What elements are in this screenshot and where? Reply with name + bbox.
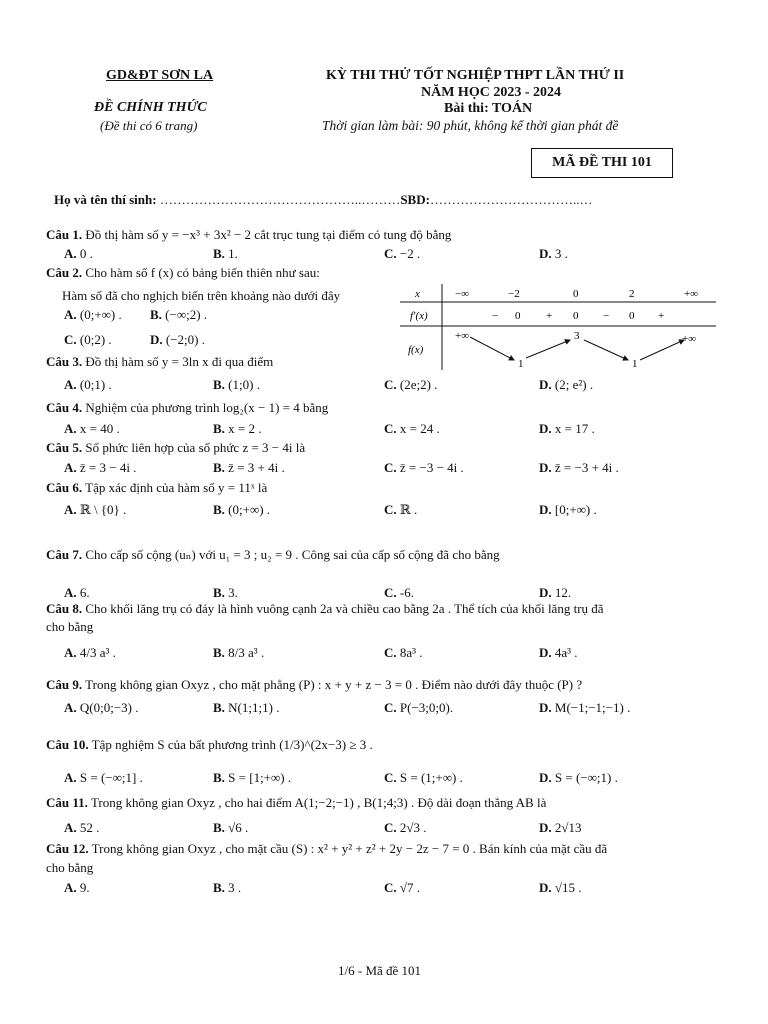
candidate-line <box>54 192 592 208</box>
option: C. ℝ . <box>384 502 418 517</box>
exam-code: MÃ ĐỀ THI 101 <box>552 155 652 170</box>
option: C. (2e;2) . <box>384 377 438 392</box>
fprime-sign: 0 <box>573 310 579 322</box>
question-6: Câu 6. Tập xác định của hàm số y = 11ˣ là <box>46 480 268 495</box>
option: C. (0;2) . <box>64 332 112 347</box>
option: B. S = [1;+∞) . <box>213 770 292 785</box>
x-label: x <box>415 288 420 300</box>
option: D. (−2;0) . <box>150 332 205 347</box>
question-text: Đồ thị hàm số y = −x³ + 3x² − 2 cắt trục tung tại điểm có tung độ bằng <box>85 227 452 242</box>
option: B. (0;+∞) . <box>213 502 271 517</box>
option: D. 2√13 <box>539 820 582 835</box>
f-value: 3 <box>574 330 580 342</box>
option: C. 8a³ . <box>384 645 423 660</box>
question-1 <box>46 227 451 243</box>
option: A. 6. <box>64 585 90 600</box>
name-dots: ………………………………………..……… <box>156 192 401 207</box>
f-value: 1 <box>632 358 638 370</box>
option: B. 3 . <box>213 880 242 895</box>
variation-table <box>400 282 720 372</box>
question-2: Câu 2. Cho hàm số f (x) có bảng biến thiên như sau: <box>46 265 320 280</box>
x-value: +∞ <box>684 288 699 300</box>
fprime-sign: + <box>658 310 665 322</box>
sbd-label: SBD: <box>400 192 430 207</box>
option: B. x = 2 . <box>213 421 262 436</box>
option: A. 0 . <box>64 246 93 261</box>
option: D. 12. <box>539 585 572 600</box>
option: A. (0;1) . <box>64 377 112 392</box>
school-year: NĂM HỌC 2023 - 2024 <box>421 85 561 100</box>
option: C. √7 . <box>384 880 421 895</box>
option: B. N(1;1;1) . <box>213 700 280 715</box>
option: C. 2√3 . <box>384 820 427 835</box>
question-12-line2: cho bằng <box>46 860 94 875</box>
arrow-up <box>526 340 570 358</box>
option: C. −2 . <box>384 246 421 261</box>
option: D. x = 17 . <box>539 421 595 436</box>
option: B. 8/3 a³ . <box>213 645 265 660</box>
x-value: −∞ <box>455 288 470 300</box>
option: B. 1. <box>213 246 238 261</box>
option: A. 9. <box>64 880 90 895</box>
question-4: Câu 4. Nghiệm của phương trình log₂(x − 1) = 4 bằng <box>46 400 329 415</box>
fprime-sign: 0 <box>629 310 635 322</box>
option: D. 3 . <box>539 246 568 261</box>
f-value: +∞ <box>682 333 697 345</box>
option: D. z̄ = −3 + 4i . <box>539 460 619 475</box>
option: D. S = (−∞;1) . <box>539 770 618 785</box>
f-value: +∞ <box>455 330 470 342</box>
option: D. M(−1;−1;−1) . <box>539 700 631 715</box>
department-name: GD&ĐT SƠN LA <box>106 68 214 83</box>
pages-note: (Đề thi có 6 trang) <box>100 118 198 133</box>
option: C. x = 24 . <box>384 421 440 436</box>
option: B. (1;0) . <box>213 377 260 392</box>
sbd-dots: ……………………………..… <box>429 192 593 207</box>
question-11: Câu 11. Trong không gian Oxyz , cho hai điểm A(1;−2;−1) , B(1;4;3) . Độ dài đoạn thẳng AB là <box>46 795 547 810</box>
question-5: Câu 5. Số phức liên hợp của số phức z = 3 − 4i là <box>46 440 306 455</box>
option: A. 4/3 a³ . <box>64 645 116 660</box>
question-8-line2: cho bằng <box>46 619 94 634</box>
fprime-sign: + <box>546 310 553 322</box>
option: D. [0;+∞) . <box>539 502 597 517</box>
option: B. z̄ = 3 + 4i . <box>213 460 285 475</box>
question-2-line2: Hàm số đã cho nghịch biến trên khoảng nào dưới đây <box>62 288 341 303</box>
option: D. √15 . <box>539 880 582 895</box>
question-7: Câu 7. Cho cấp số cộng (uₙ) với u₁ = 3 ; u₂ = 9 . Công sai của cấp số cộng đã cho bằng <box>46 547 500 562</box>
time-note: Thời gian làm bài: 90 phút, không kể thời gian phát đề <box>322 118 619 133</box>
x-value: −2 <box>508 288 520 300</box>
question-10: Câu 10. Tập nghiệm S của bất phương trình (1/3)^(2x−3) ≥ 3 . <box>46 737 373 752</box>
question-12: Câu 12. Trong không gian Oxyz , cho mặt cầu (S) : x² + y² + z² + 2y − 2z − 7 = 0 . Bán kính của mặt cầu đã <box>46 841 608 856</box>
fprime-sign: − <box>603 310 610 322</box>
option: A. x = 40 . <box>64 421 120 436</box>
option: C. -6. <box>384 585 414 600</box>
arrow-down <box>470 337 514 360</box>
option: A. Q(0;0;−3) . <box>64 700 139 715</box>
official-label: ĐỀ CHÍNH THỨC <box>94 100 207 115</box>
option: A. S = (−∞;1] . <box>64 770 143 785</box>
option: C. z̄ = −3 − 4i . <box>384 460 464 475</box>
option: A. ℝ \ {0} . <box>64 502 127 517</box>
option: D. (2; e²) . <box>539 377 594 392</box>
exam-title: KỲ THI THỬ TỐT NGHIỆP THPT LẦN THỨ II <box>326 68 625 83</box>
x-value: 0 <box>573 288 579 300</box>
option: B. √6 . <box>213 820 249 835</box>
f-label: f(x) <box>408 344 424 356</box>
option: A. z̄ = 3 − 4i . <box>64 460 137 475</box>
option: D. 4a³ . <box>539 645 578 660</box>
arrow-up <box>640 340 684 360</box>
page-footer: 1/6 - Mã đề 101 <box>338 963 422 978</box>
option: B. (−∞;2) . <box>150 307 208 322</box>
option: A. (0;+∞) . <box>64 307 122 322</box>
question-label: Câu 1. <box>46 227 83 242</box>
option: B. 3. <box>213 585 238 600</box>
fprime-label: f′(x) <box>410 310 428 322</box>
name-label: Họ và tên thí sinh: <box>54 192 157 207</box>
arrow-down <box>584 340 628 360</box>
question-8: Câu 8. Cho khối lăng trụ có đáy là hình vuông cạnh 2a và chiều cao bằng 2a . Thể tích của khối lăng trụ đã <box>46 601 604 616</box>
option: A. 52 . <box>64 820 100 835</box>
subject: Bài thi: TOÁN <box>444 101 533 116</box>
question-9: Câu 9. Trong không gian Oxyz , cho mặt phẳng (P) : x + y + z − 3 = 0 . Điểm nào dưới đây thuộc (P) ? <box>46 677 583 692</box>
fprime-sign: 0 <box>515 310 521 322</box>
fprime-sign: − <box>492 310 499 322</box>
f-value: 1 <box>518 358 524 370</box>
option: C. S = (1;+∞) . <box>384 770 463 785</box>
x-value: 2 <box>629 288 635 300</box>
question-3: Câu 3. Đồ thị hàm số y = 3ln x đi qua điểm <box>46 354 274 369</box>
exam-code-box <box>531 148 673 178</box>
option: C. P(−3;0;0). <box>384 700 454 715</box>
